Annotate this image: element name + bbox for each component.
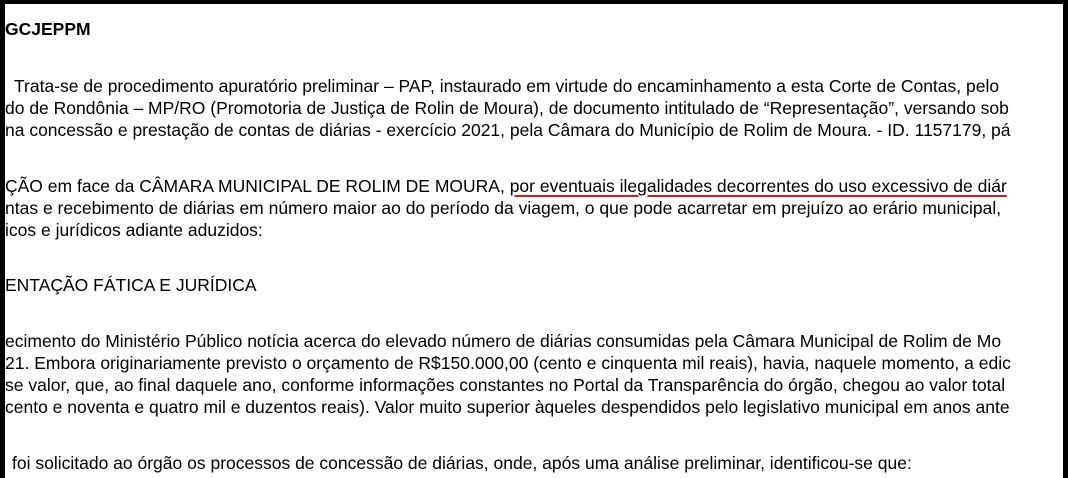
paragraph1-line1: Trata-se de procedimento apuratório preliminar – PAP, instaurado em virtude do encaminhamento a esta Corte de Contas, pelo (14, 76, 1000, 96)
top-border (5, 0, 1063, 4)
paragraph2-line3: icos e jurídicos adiante aduzidos: (5, 220, 263, 240)
paragraph1-line3: na concessão e prestação de contas de diárias - exercício 2021, pela Câmara do Município de Rolim de Moura. - ID. 1157179, pá (5, 120, 1011, 140)
paragraph3-line3: se valor, que, ao final daquele ano, conforme informações constantes no Portal da Transparência do órgão, chegou ao valor total (5, 375, 1006, 395)
paragraph2-line1-text: ÇÃO em face da CÂMARA MUNICIPAL DE ROLIM DE MOURA, (5, 176, 505, 196)
paragraph4-line1: foi solicitado ao órgão os processos de concessão de diárias, onde, após uma análise preliminar, identificou-se que: (12, 453, 912, 473)
paragraph3-line4: cento e noventa e quatro mil e duzentos reais). Valor muito superior àqueles despendidos pelo legislativo municipal em anos ante (5, 397, 1010, 417)
paragraph3-line1: ecimento do Ministério Público notícia acerca do elevado número de diárias consumidas pela Câmara Municipal de Rolim de Mo (5, 331, 1002, 351)
section-title: ENTAÇÃO FÁTICA E JURÍDICA (5, 275, 257, 295)
paragraph2-line2: ntas e recebimento de diárias em número maior ao do período da viagem, o que pode acarretar em prejuízo ao erário municipal, (5, 198, 1002, 218)
paragraph1-line2: do de Rondônia – MP/RO (Promotoria de Justiça de Rolin de Moura), de documento intitulado de “Representação”, versando sob (5, 98, 1009, 118)
highlighted-phrase: por eventuais ilegalidades decorrentes do uso excessivo de diár (509, 176, 1007, 196)
paragraph3-line2: 21. Embora originariamente previsto o orçamento de R$150.000,00 (cento e cinquenta mil reais), havia, naquele momento, a edic (5, 353, 1011, 373)
paragraph2-line1 (5, 176, 1007, 196)
header-code: GCJEPPM (5, 19, 91, 39)
